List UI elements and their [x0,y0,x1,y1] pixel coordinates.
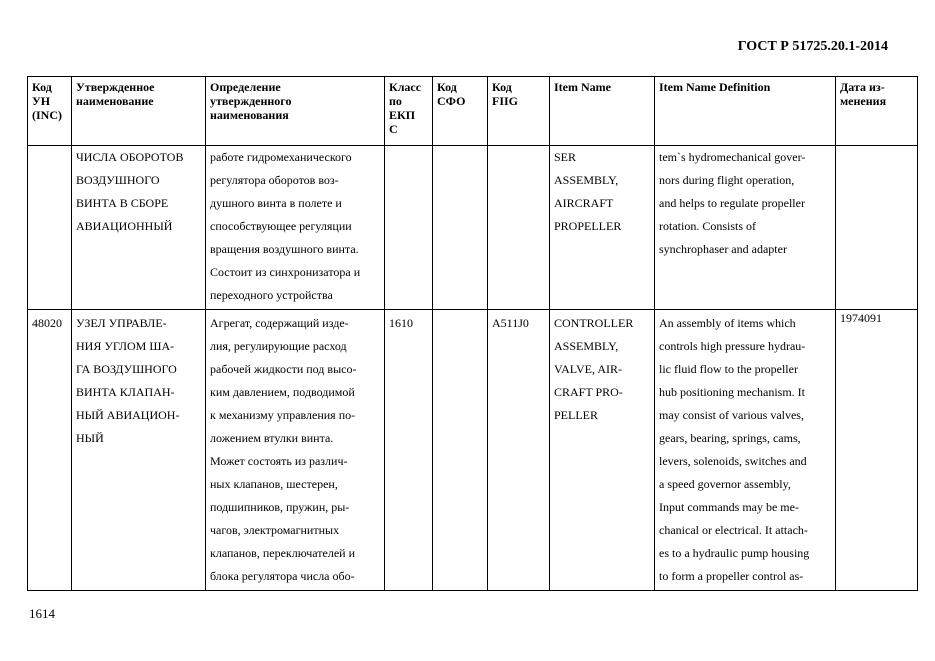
cell-inc: 48020 [28,310,72,591]
cell-approved-name: УЗЕЛ УПРАВЛЕ- НИЯ УГЛОМ ША- ГА ВОЗДУШНОГО ВИНТА КЛАПАН- НЫЙ АВИАЦИОН- НЫЙ [72,310,206,591]
cell-sfo [433,310,488,591]
cell-change-date: 1974091 [836,310,918,591]
cell-fiig [488,146,550,310]
col-header-definition: Определение утвержденного наименования [206,77,385,146]
cell-inc [28,146,72,310]
cell-definition: Агрегат, содержащий изде- лия, регулирующие расход рабочей жидкости под высо- ким давлением, подводимой к механизму управления по- ложением втулки винта. Может состоять из различ- ных клапанов, шестерен, подшипников, пружин, ры- чагов, электромагнитных клапанов, переключателей и блока регулятора числа обо- [206,310,385,591]
cell-change-date [836,146,918,310]
catalog-table [27,76,918,591]
cell-item-name: SER ASSEMBLY, AIRCRAFT PROPELLER [550,146,655,310]
page-number: 1614 [29,606,55,621]
cell-approved-name: ЧИСЛА ОБОРОТОВ ВОЗДУШНОГО ВИНТА В СБОРЕ АВИАЦИОННЫЙ [72,146,206,310]
table-row [28,146,918,310]
cell-class: 1610 [385,310,433,591]
col-header-fiig: Код FIIG [488,77,550,146]
col-header-approved-name: Утвержденное наименование [72,77,206,146]
table-row [28,310,918,591]
cell-item-name: CONTROLLER ASSEMBLY, VALVE, AIR- CRAFT PRO- PELLER [550,310,655,591]
col-header-change-date: Дата из- менения [836,77,918,146]
header-row [28,77,918,146]
cell-definition: работе гидромеханического регулятора оборотов воз- душного винта в полете и способствующее регуляции вращения воздушного винта. Состоит из синхронизатора и переходного устройства [206,146,385,310]
col-header-inc: Код УН (INC) [28,77,72,146]
standard-number: ГОСТ Р 51725.20.1-2014 [737,39,888,54]
col-header-item-name: Item Name [550,77,655,146]
cell-item-definition: tem`s hydromechanical gover- nors during flight operation, and helps to regulate propeller rotation. Consists of synchrophaser and adapter [655,146,836,310]
cell-class [385,146,433,310]
cell-item-definition: An assembly of items which controls high pressure hydrau- lic fluid flow to the propeller hub positioning mechanism. It may consist of various valves, gears, bearing, springs, cams, levers, solenoids, switches and a speed governor assembly, Input commands may be me- chanical or electrical. It attach- es to a hydraulic pump housing to form a propeller control as- [655,310,836,591]
col-header-sfo: Код СФО [433,77,488,146]
cell-fiig: A511J0 [488,310,550,591]
col-header-class: Класс по ЕКП С [385,77,433,146]
cell-sfo [433,146,488,310]
col-header-item-definition: Item Name Definition [655,77,836,146]
